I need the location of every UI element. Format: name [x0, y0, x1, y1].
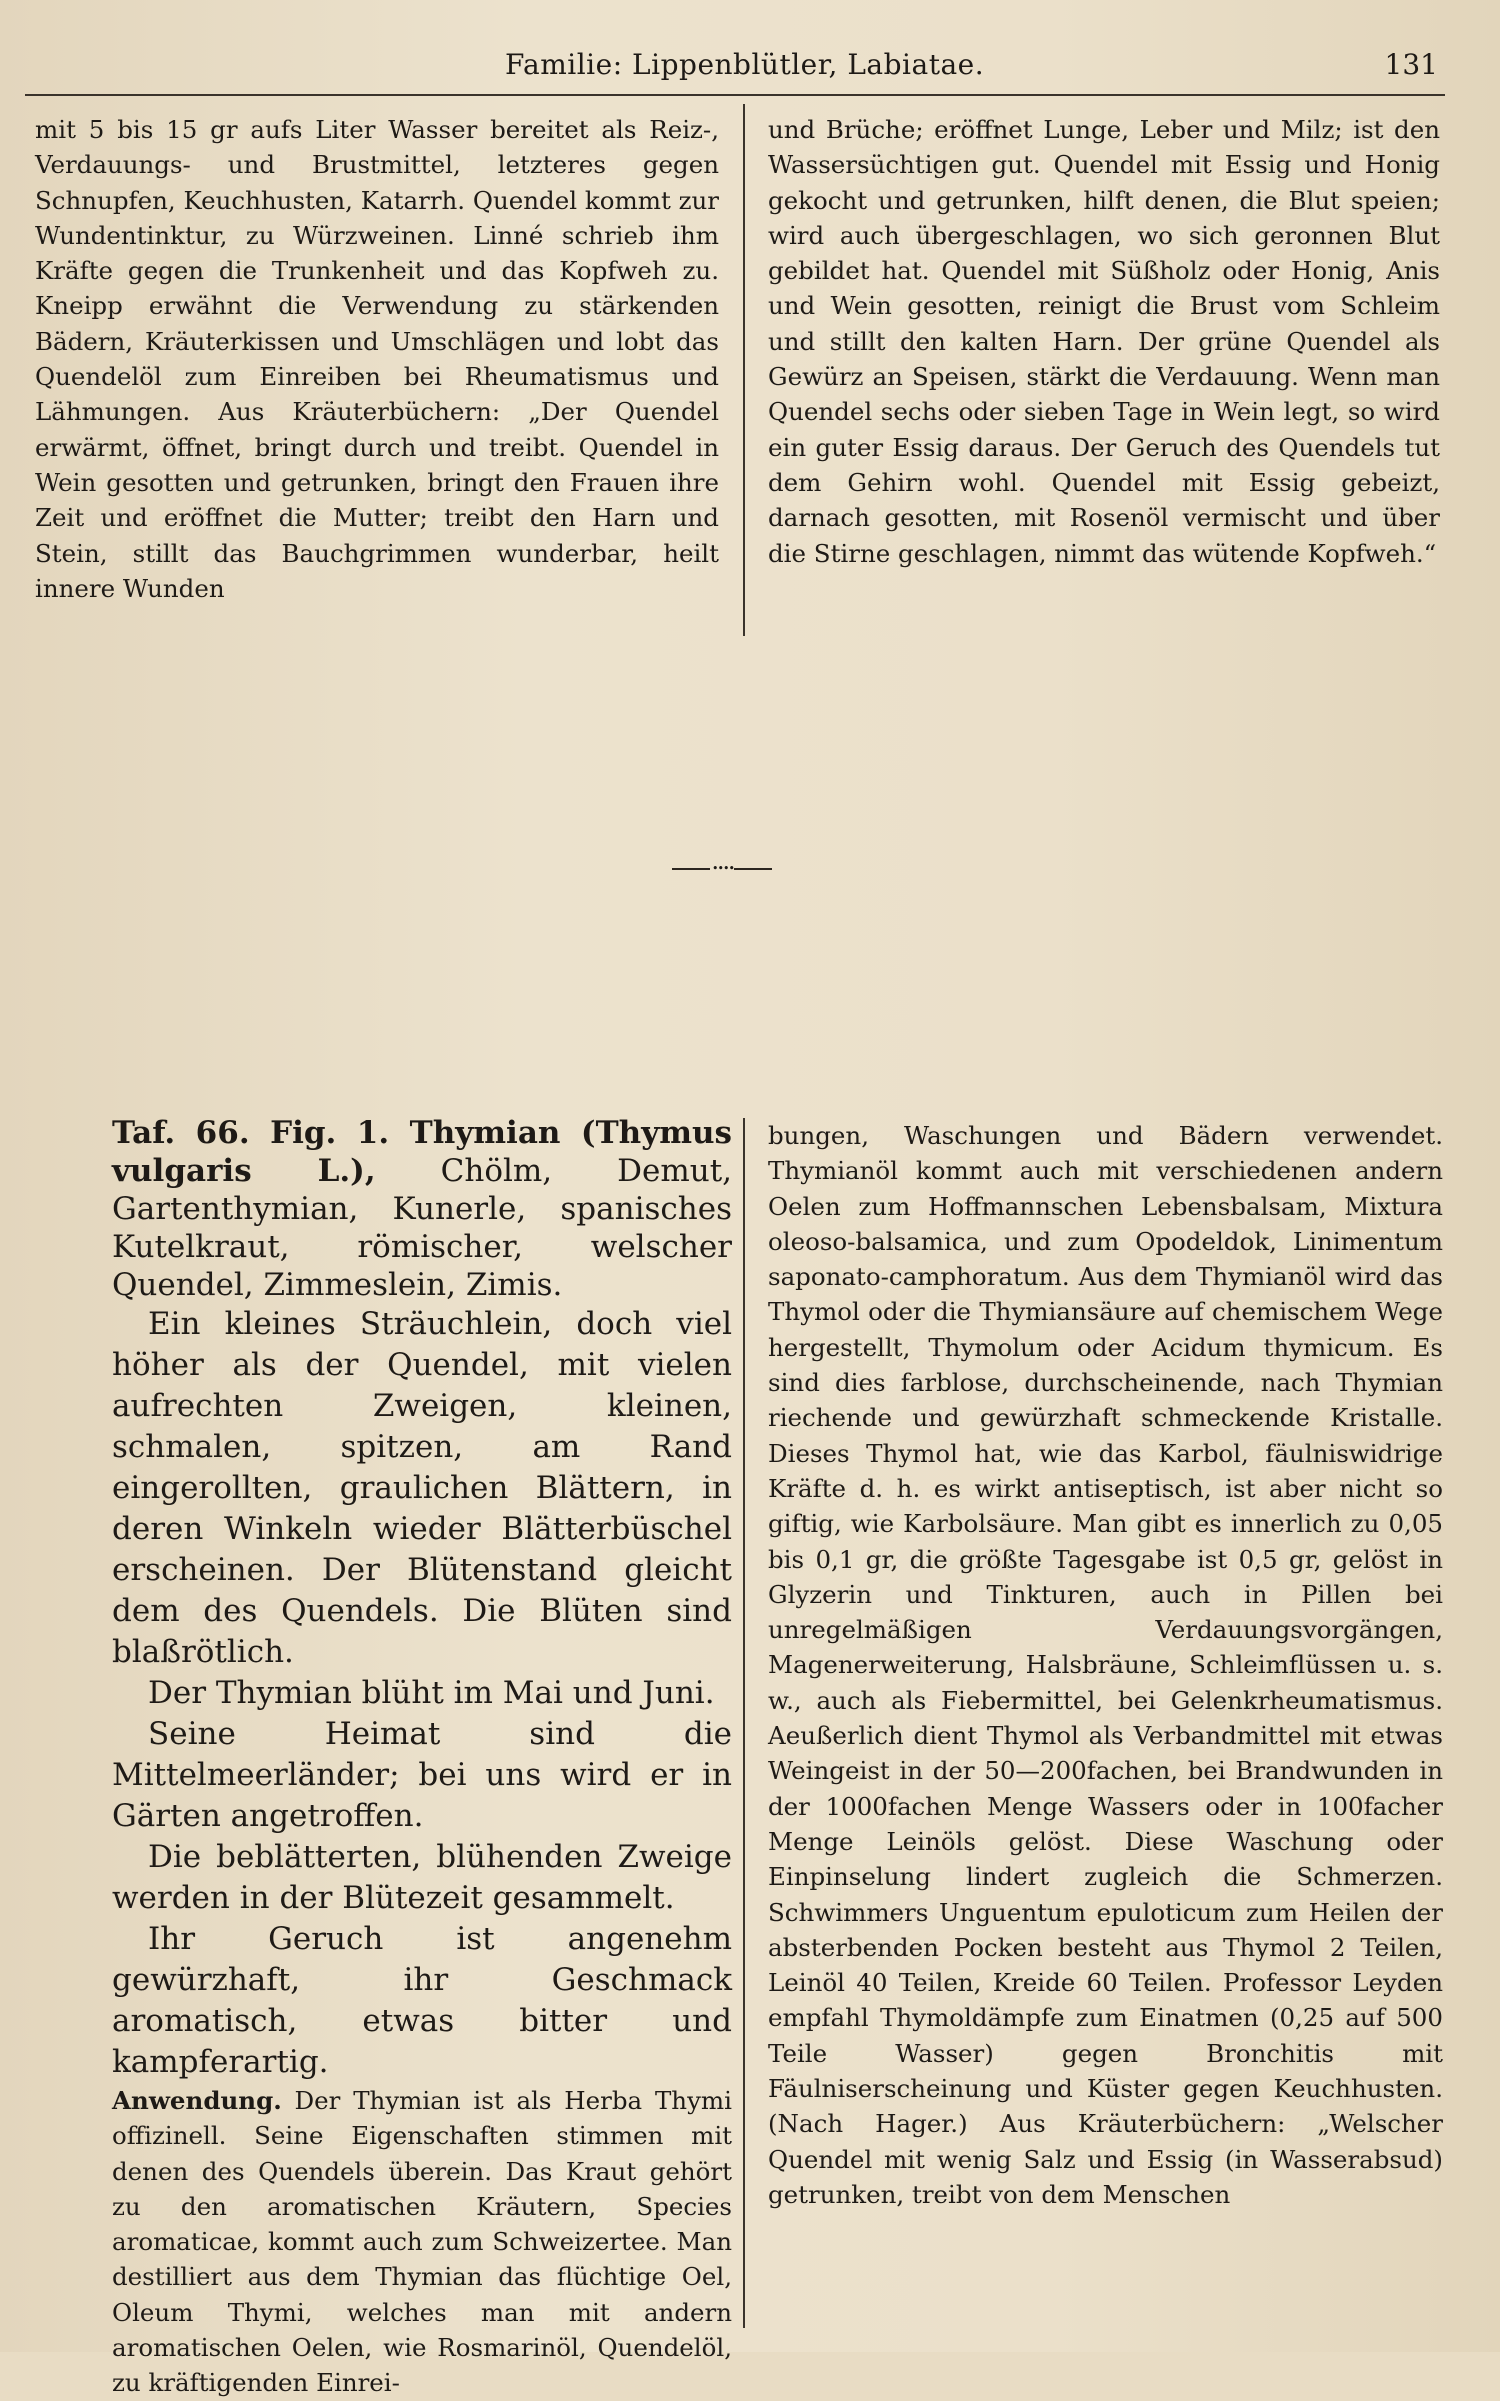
- top-left-column: [35, 112, 719, 606]
- entry-smell-taste: Ihr Geruch ist angenehm gewürzhaft, ihr Geschmack aromatisch, etwas bitter und kampferartig.: [112, 1921, 732, 2080]
- application-label: Anwendung.: [112, 2086, 282, 2115]
- ornament-dots: ••••: [712, 862, 734, 875]
- application-text: Der Thymian ist als Herba Thymi offizinell. Seine Eigenschaften stimmen mit denen des Quendels überein. Das Kraut gehört zu den aromatischen Kräutern, Species aromaticae, kommt auch zum Schweizertee. Man destilliert aus dem Thymian das flüchtige Oel, Oleum Thymi, welches man mit andern aromatischen Oelen, wie Rosmarinöl, Quendelöl, zu kräftigenden Einrei-: [112, 2086, 732, 2398]
- ornament-line-right: [734, 868, 772, 870]
- entry-application: [112, 2083, 732, 2401]
- entry-synonyms: Chölm, Demut, Gartenthymian, Kunerle, spanisches Kutelkraut, römischer, welscher Quendel, Zimmeslein, Zimis.: [112, 1153, 733, 1303]
- entry-right-column: [768, 1118, 1443, 2212]
- running-head: Familie: Lippenblütler, Labiatae.: [505, 48, 985, 81]
- top-left-paragraph: mit 5 bis 15 gr aufs Liter Wasser bereitet als Reiz-, Verdauungs- und Brustmittel, letzteres gegen Schnupfen, Keuchhusten, Katarrh. Quendel kommt zur Wundentinktur, zu Würzweinen. Linné schrieb ihm Kräfte gegen die Trunkenheit und das Kopfweh zu. Kneipp erwähnt die Verwendung zu stärkenden Bädern, Kräuterkissen und Umschlägen und lobt das Quendelöl zum Einreiben bei Rheumatismus und Lähmungen. Aus Kräuterbüchern: „Der Quendel erwärmt, öffnet, bringt durch und treibt. Quendel in Wein gesotten und getrunken, bringt den Frauen ihre Zeit und eröffnet die Mutter; treibt den Harn und Stein, stillt das Bauchgrimmen wunderbar, heilt innere Wunden: [35, 115, 719, 603]
- page-number: 131: [1384, 48, 1438, 81]
- entry-heading: [112, 1114, 732, 1304]
- top-right-paragraph: und Brüche; eröffnet Lunge, Leber und Milz; ist den Wassersüchtigen gut. Quendel mit Essig und Honig gekocht und getrunken, hilft denen, die Blut speien; wird auch übergeschlagen, wo sich geronnen Blut gebildet hat. Quendel mit Süßholz oder Honig, Anis und Wein gesotten, reinigt die Brust vom Schleim und stillt den kalten Harn. Der grüne Quendel als Gewürz an Speisen, stärkt die Verdauung. Wenn man Quendel sechs oder sieben Tage in Wein legt, so wird ein guter Essig daraus. Der Geruch des Quendels tut dem Gehirn wohl. Quendel mit Essig gebeizt, darnach gesotten, mit Rosenöl vermischt und über die Stirne geschlagen, nimmt das wütende Kopfweh.“: [768, 115, 1440, 568]
- ornament-line-left: [672, 868, 710, 870]
- entry-left-column: [112, 1114, 732, 2401]
- top-right-column: [768, 112, 1440, 571]
- column-divider-top: [743, 104, 745, 636]
- entry-bloom-time: Der Thymian blüht im Mai und Juni.: [148, 1675, 715, 1711]
- header-rule: [25, 94, 1445, 96]
- column-divider-bottom: [743, 1118, 745, 2328]
- entry-description: Ein kleines Sträuchlein, doch viel höher als der Quendel, mit vielen aufrechten Zweigen, kleinen, schmalen, spitzen, am Rand eingerollten, graulichen Blättern, in deren Winkeln wieder Blätterbüschel erscheinen. Der Blütenstand gleicht dem des Quendels. Die Blüten sind blaßrötlich.: [112, 1306, 732, 1670]
- entry-right-paragraph: bungen, Waschungen und Bädern verwendet. Thymianöl kommt auch mit verschiedenen andern Oelen zum Hoffmannschen Lebensbalsam, Mixtura oleoso-balsamica, und zum Opodeldok, Linimentum saponato-camphoratum. Aus dem Thymianöl wird das Thymol oder die Thymiansäure auf chemischem Wege hergestellt, Thymolum oder Acidum thymicum. Es sind dies farblose, durchscheinende, nach Thymian riechende und gewürzhaft schmeckende Kristalle. Dieses Thymol hat, wie das Karbol, fäulniswidrige Kräfte d. h. es wirkt antiseptisch, ist aber nicht so giftig, wie Karbolsäure. Man gibt es innerlich zu 0,05 bis 0,1 gr, die größte Tagesgabe ist 0,5 gr, gelöst in Glyzerin und Tinkturen, auch in Pillen bei unregelmäßigen Verdauungsvorgängen, Magenerweiterung, Halsbräune, Schleimflüssen u. s. w., auch als Fiebermittel, bei Gelenkrheumatismus. Aeußerlich dient Thymol als Verbandmittel mit etwas Weingeist in der 50—200fachen, bei Brandwunden in der 1000fachen Menge Wassers oder in 100facher Menge Leinöls gelöst. Diese Waschung oder Einpinselung lindert zugleich die Schmerzen. Schwimmers Unguentum epuloticum zum Heilen der absterbenden Pocken besteht aus Thymol 2 Teilen, Leinöl 40 Teilen, Kreide 60 Teilen. Professor Leyden empfahl Thymoldämpfe zum Einatmen (0,25 auf 500 Teile Wasser) gegen Bronchitis mit Fäulniserscheinung und Küster gegen Keuchhusten. (Nach Hager.) Aus Kräuterbüchern: „Welscher Quendel mit wenig Salz und Essig (in Wasserabsud) getrunken, treibt von dem Menschen: [768, 1121, 1443, 2209]
- entry-collection: Die beblätterten, blühenden Zweige werden in der Blütezeit gesammelt.: [112, 1839, 732, 1916]
- page-header: [0, 48, 1500, 88]
- entry-title: Taf. 66. Fig. 1. Thymian (Thymus vulgaris L.),: [112, 1115, 732, 1189]
- section-ornament: [672, 863, 772, 875]
- entry-habitat: Seine Heimat sind die Mittelmeerländer; bei uns wird er in Gärten angetroffen.: [112, 1716, 732, 1834]
